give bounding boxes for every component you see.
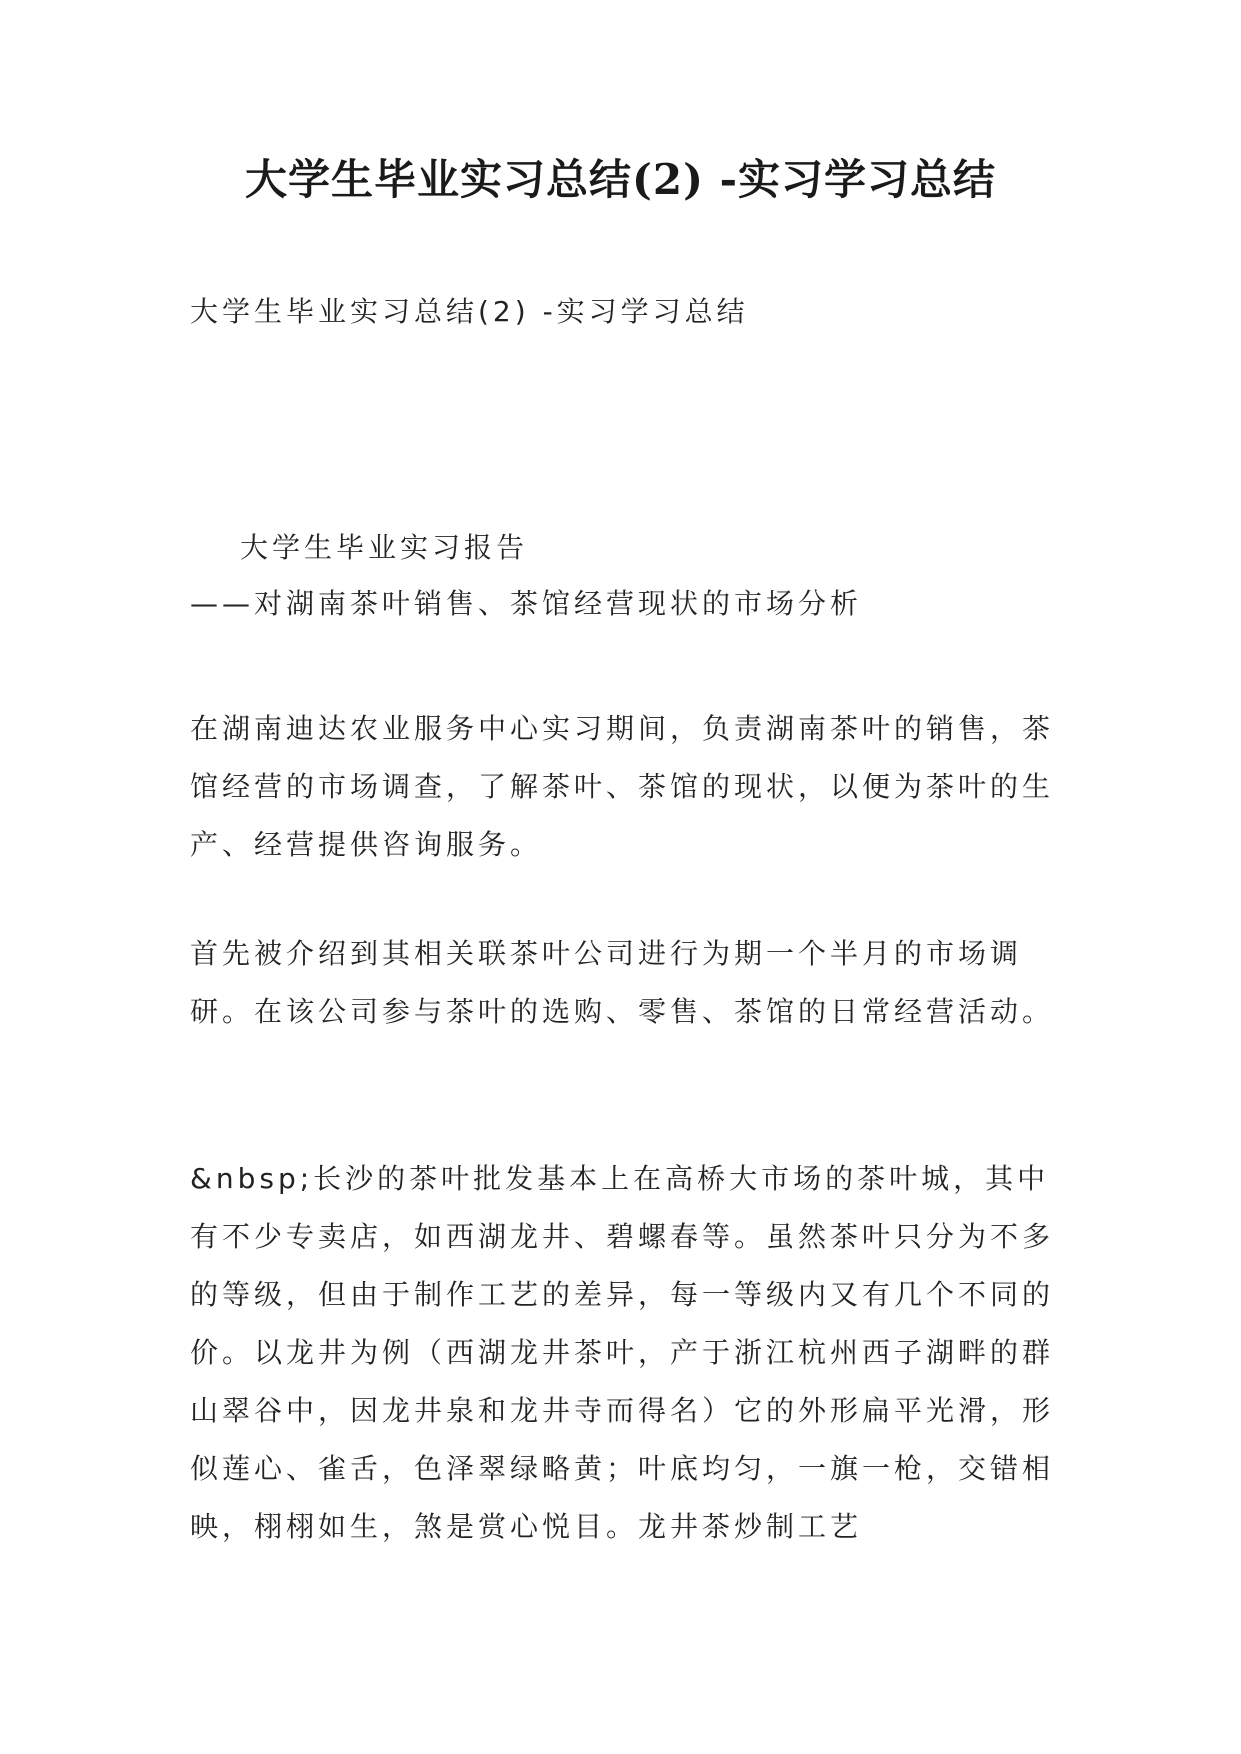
report-subtitle: ——对湖南茶叶销售、茶馆经营现状的市场分析 (190, 587, 863, 620)
document-title: 大学生毕业实习总结(2) -实习学习总结 (244, 155, 997, 204)
paragraph-changsha-tea-wholesale: &nbsp;长沙的茶叶批发基本上在高桥大市场的茶叶城，其中有不少专卖店，如西湖龙井、碧螺春等。虽然茶叶只分为不多的等级，但由于制作工艺的差异，每一等级内又有几个不同的价。以龙井为例（西湖龙井茶叶，产于浙江杭州西子湖畔的群山翠谷中，因龙井泉和龙井寺而得名）它的外形扁平光滑，形似莲心、雀舌，色泽翠绿略黄；叶底均匀，一旗一枪，交错相映，栩栩如生，煞是赏心悦目。龙井茶炒制工艺 (190, 1162, 1055, 1543)
paragraph-market-research: 首先被介绍到其相关联茶叶公司进行为期一个半月的市场调研。在该公司参与茶叶的选购、零售、茶馆的日常经营活动。 (190, 937, 1055, 1028)
document-subtitle: 大学生毕业实习总结(2) -实习学习总结 (190, 295, 749, 328)
report-title: 大学生毕业实习报告 (240, 531, 529, 564)
paragraph-internship-intro: 在湖南迪达农业服务中心实习期间，负责湖南茶叶的销售，茶馆经营的市场调查，了解茶叶、茶馆的现状，以便为茶叶的生产、经营提供咨询服务。 (190, 712, 1055, 861)
